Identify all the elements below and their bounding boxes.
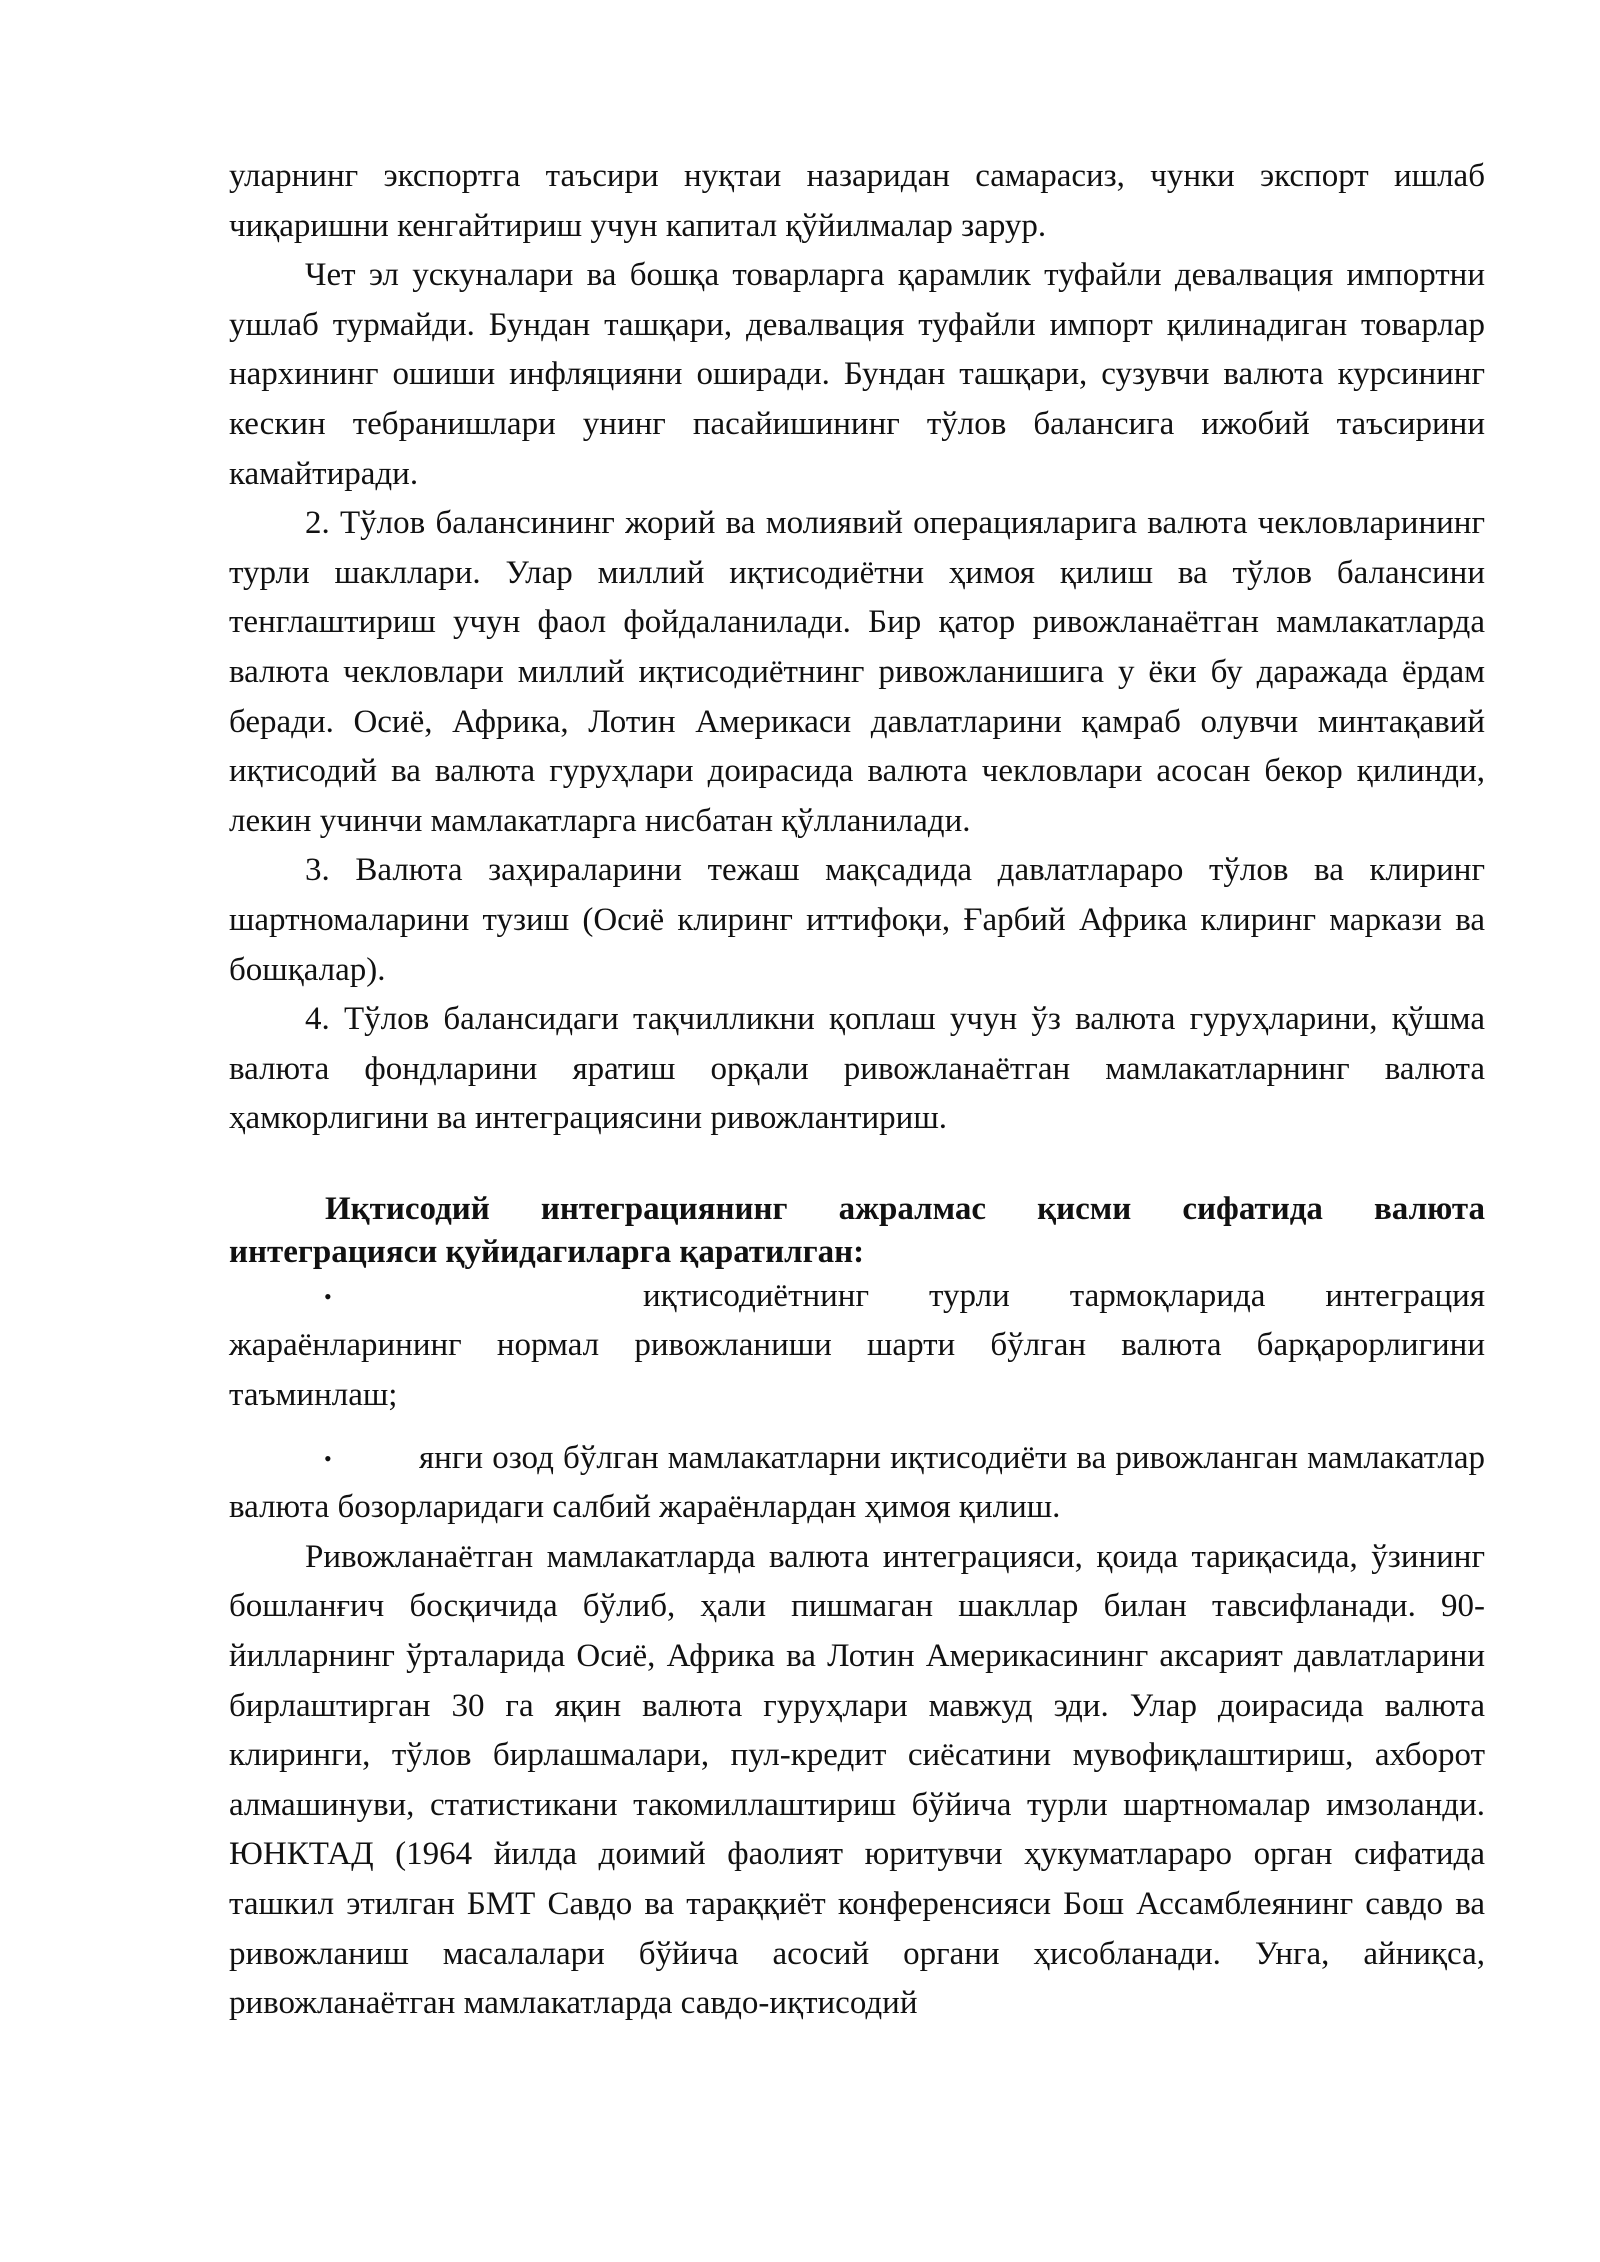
bullet-item-1: [229, 1272, 1485, 1421]
paragraph-continued: уларнинг экспортга таъсири нуқтаи назаридан самарасиз, чунки экспорт ишлаб чиқаришни кенгайтириш учун капитал қўйилмалар зарур.: [229, 158, 1485, 244]
bullet-text-2: янги озод бўлган мамлакатларни иқтисодиёти ва ривожланган мамлакатлар валюта бозорларидаги салбий жараёнлардан ҳимоя қилиш.: [229, 1439, 1485, 1526]
section-heading: Иқтисодий интеграциянинг ажралмас қисми сифатида валюта интеграцияси қуйидагиларга қаратилган:: [229, 1190, 1485, 1270]
paragraph-item-4: 4. Тўлов балансидаги тақчилликни қоплаш учун ўз валюта гуруҳларини, қўшма валюта фондларини яратиш орқали ривожланаётган мамлакатларнинг валюта ҳамкорлигини ва интеграциясини ривожлантириш.: [229, 1001, 1485, 1137]
document-page: [229, 152, 1485, 2029]
paragraph-devaluation: Чет эл ускуналари ва бошқа товарларга қарамлик туфайли девалвация импортни ушлаб турмайди. Бундан ташқари, девалвация туфайли импорт қилинадиган товарлар нархининг ошиши инфляцияни оширади. Бундан ташқари, сузувчи валюта курсининг кескин тебранишлари унинг пасайишининг тўлов балансига ижобий таъсирини камайтиради.: [229, 257, 1485, 492]
paragraph-item-3: 3. Валюта заҳираларини тежаш мақсадида давлатлараро тўлов ва клиринг шартномаларини тузиш (Осиё клиринг иттифоқи, Ғарбий Африка клиринг маркази ва бошқалар).: [229, 852, 1485, 988]
paragraph-item-2: 2. Тўлов балансининг жорий ва молиявий операцияларига валюта чекловларининг турли шакллари. Улар миллий иқтисодиётни ҳимоя қилиш ва тўлов балансини тенглаштириш учун фаол фойдаланилади. Бир қатор ривожланаётган мамлакатларда валюта чекловлари миллий иқтисодиётнинг ривожланишига у ёки бу даражада ёрдам беради. Осиё, Африка, Лотин Америкаси давлатларини қамраб олувчи минтақавий иқтисодий ва валюта гуруҳлари доирасида валюта чекловлари асосан бекор қилинди, лекин учинчи мамлакатларга нисбатан қўлланилади.: [229, 505, 1485, 839]
bullet-icon: •: [324, 1283, 332, 1309]
bullet-item-2: [229, 1434, 1485, 1533]
bullet-icon: •: [324, 1445, 332, 1471]
bullet-text-1: иқтисодиётнинг турли тармоқларида интеграция жараёнларининг нормал ривожланиши шарти бўлган валюта барқарорлигини таъминлаш;: [229, 1277, 1485, 1414]
paragraph-integration: Ривожланаётган мамлакатларда валюта интеграцияси, қоида тариқасида, ўзининг бошланғич босқичида бўлиб, ҳали пишмаган шакллар билан тавсифланади. 90-йилларнинг ўрталарида Осиё, Африка ва Лотин Америкасининг аксарият давлатларини бирлаштирган 30 га яқин валюта гуруҳлари мавжуд эди. Улар доирасида валюта клиринги, тўлов бирлашмалари, пул-кредит сиёсатини мувофиқлаштириш, ахборот алмашинуви, статистикани такомиллаштириш бўйича турли шартномалар имзоланди. ЮНКТАД (1964 йилда доимий фаолият юритувчи ҳукуматлараро орган сифатида ташкил этилган БМТ Савдо ва тараққиёт конференсияси Бош Ассамблеянинг савдо ва ривожланиш масалалари бўйича асосий органи ҳисобланади. Унга, айниқса, ривожланаётган мамлакатларда савдо-иқтисодий: [229, 1538, 1485, 2022]
